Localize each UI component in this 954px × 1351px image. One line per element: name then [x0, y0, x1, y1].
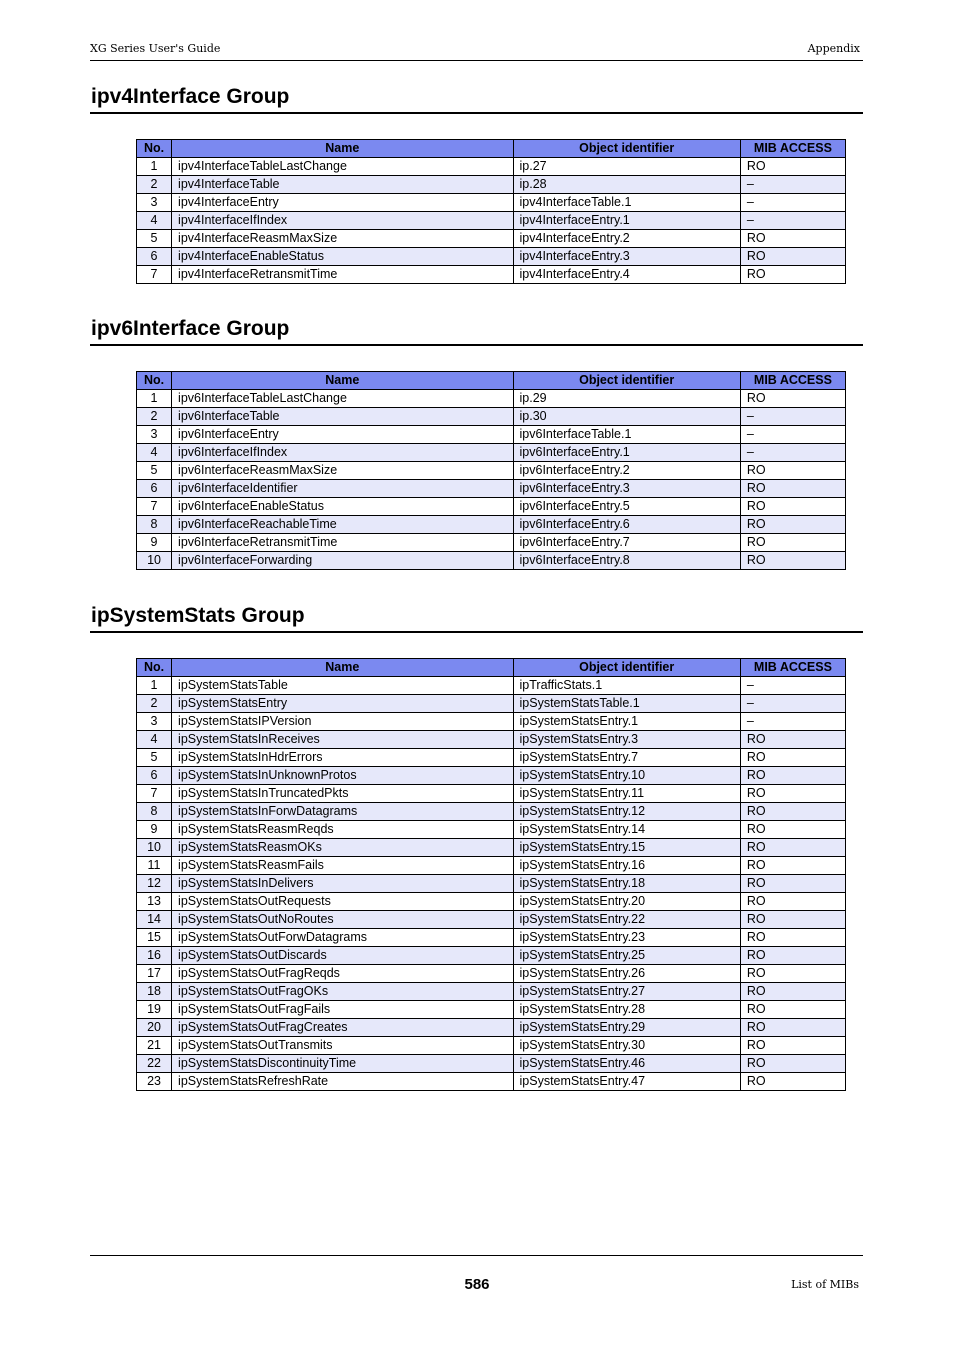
table-row	[137, 1073, 846, 1091]
col-header-oid: Object identifier	[513, 372, 740, 390]
cell-no: 8	[137, 516, 172, 534]
cell-no: 5	[137, 749, 172, 767]
cell-name: ipv6InterfaceEntry	[172, 426, 513, 444]
section-title: ipv4Interface Group	[90, 82, 863, 114]
cell-no: 6	[137, 767, 172, 785]
cell-no: 10	[137, 552, 172, 570]
cell-oid: ipv4InterfaceEntry.4	[513, 266, 740, 284]
cell-access: RO	[740, 534, 845, 552]
cell-name: ipv6InterfaceIdentifier	[172, 480, 513, 498]
cell-oid: ipSystemStatsEntry.25	[513, 947, 740, 965]
table-row	[137, 212, 846, 230]
col-header-no: No.	[137, 659, 172, 677]
cell-no: 6	[137, 248, 172, 266]
section-ipv4interface	[90, 82, 863, 281]
cell-access: RO	[740, 821, 845, 839]
table-header-row	[137, 140, 846, 158]
table-row	[137, 194, 846, 212]
cell-no: 3	[137, 426, 172, 444]
cell-access: RO	[740, 911, 845, 929]
cell-no: 15	[137, 929, 172, 947]
cell-oid: ipSystemStatsEntry.29	[513, 1019, 740, 1037]
cell-no: 2	[137, 695, 172, 713]
cell-access: RO	[740, 785, 845, 803]
cell-access: RO	[740, 462, 845, 480]
cell-no: 11	[137, 857, 172, 875]
table-row	[137, 444, 846, 462]
cell-access: RO	[740, 1037, 845, 1055]
cell-no: 16	[137, 947, 172, 965]
cell-oid: ipv6InterfaceEntry.3	[513, 480, 740, 498]
cell-oid: ip.27	[513, 158, 740, 176]
section-title: ipSystemStats Group	[90, 601, 863, 633]
cell-no: 1	[137, 158, 172, 176]
cell-oid: ipSystemStatsEntry.28	[513, 1001, 740, 1019]
section-title: ipv6Interface Group	[90, 314, 863, 346]
col-header-no: No.	[137, 140, 172, 158]
cell-access: RO	[740, 390, 845, 408]
cell-no: 7	[137, 498, 172, 516]
cell-oid: ipSystemStatsEntry.15	[513, 839, 740, 857]
cell-name: ipSystemStatsOutTransmits	[172, 1037, 513, 1055]
cell-no: 13	[137, 893, 172, 911]
cell-oid: ipSystemStatsEntry.16	[513, 857, 740, 875]
table-row	[137, 749, 846, 767]
cell-access: –	[740, 695, 845, 713]
table-header-row	[137, 659, 846, 677]
cell-no: 3	[137, 713, 172, 731]
col-header-name: Name	[172, 659, 513, 677]
header-guide-title: XG Series User's Guide	[90, 42, 221, 55]
cell-oid: ipSystemStatsEntry.20	[513, 893, 740, 911]
cell-access: RO	[740, 158, 845, 176]
cell-access: RO	[740, 266, 845, 284]
cell-no: 2	[137, 176, 172, 194]
cell-oid: ipv4InterfaceEntry.2	[513, 230, 740, 248]
table-row	[137, 248, 846, 266]
cell-no: 5	[137, 462, 172, 480]
cell-access: RO	[740, 1055, 845, 1073]
table-row	[137, 857, 846, 875]
cell-access: RO	[740, 516, 845, 534]
cell-no: 19	[137, 1001, 172, 1019]
table-row	[137, 1055, 846, 1073]
cell-oid: ipv6InterfaceEntry.1	[513, 444, 740, 462]
table-row	[137, 1019, 846, 1037]
cell-access: RO	[740, 929, 845, 947]
cell-name: ipSystemStatsReasmFails	[172, 857, 513, 875]
cell-access: RO	[740, 230, 845, 248]
table-row	[137, 947, 846, 965]
cell-name: ipSystemStatsOutDiscards	[172, 947, 513, 965]
cell-name: ipSystemStatsOutFragCreates	[172, 1019, 513, 1037]
table-row	[137, 534, 846, 552]
table-row	[137, 480, 846, 498]
cell-name: ipv4InterfaceTableLastChange	[172, 158, 513, 176]
cell-oid: ipv6InterfaceEntry.2	[513, 462, 740, 480]
cell-oid: ipv4InterfaceEntry.1	[513, 212, 740, 230]
cell-access: –	[740, 677, 845, 695]
table-row	[137, 821, 846, 839]
cell-access: RO	[740, 875, 845, 893]
cell-name: ipSystemStatsInDelivers	[172, 875, 513, 893]
section-ipv6interface	[90, 314, 863, 567]
table-row	[137, 176, 846, 194]
cell-access: RO	[740, 480, 845, 498]
cell-no: 4	[137, 731, 172, 749]
col-header-oid: Object identifier	[513, 659, 740, 677]
cell-no: 23	[137, 1073, 172, 1091]
footer-section: List of MIBs	[791, 1278, 859, 1291]
section-ipsystemstats	[90, 601, 863, 1088]
cell-access: –	[740, 212, 845, 230]
cell-oid: ipSystemStatsEntry.30	[513, 1037, 740, 1055]
table-row	[137, 713, 846, 731]
cell-no: 17	[137, 965, 172, 983]
cell-name: ipv6InterfaceIfIndex	[172, 444, 513, 462]
table-row	[137, 911, 846, 929]
table-row	[137, 893, 846, 911]
cell-name: ipSystemStatsOutFragOKs	[172, 983, 513, 1001]
cell-oid: ipSystemStatsEntry.11	[513, 785, 740, 803]
table-row	[137, 230, 846, 248]
table-row	[137, 875, 846, 893]
cell-access: RO	[740, 248, 845, 266]
cell-name: ipSystemStatsOutNoRoutes	[172, 911, 513, 929]
cell-oid: ipv6InterfaceEntry.7	[513, 534, 740, 552]
page-header	[90, 41, 863, 61]
footer-rule	[90, 1255, 863, 1256]
cell-oid: ipv4InterfaceTable.1	[513, 194, 740, 212]
cell-oid: ipSystemStatsEntry.47	[513, 1073, 740, 1091]
cell-oid: ipSystemStatsEntry.3	[513, 731, 740, 749]
cell-name: ipv4InterfaceEntry	[172, 194, 513, 212]
cell-no: 4	[137, 444, 172, 462]
cell-access: RO	[740, 1073, 845, 1091]
cell-name: ipSystemStatsRefreshRate	[172, 1073, 513, 1091]
cell-access: RO	[740, 947, 845, 965]
col-header-no: No.	[137, 372, 172, 390]
col-header-access: MIB ACCESS	[740, 372, 845, 390]
cell-name: ipSystemStatsEntry	[172, 695, 513, 713]
table-row	[137, 1001, 846, 1019]
cell-access: –	[740, 444, 845, 462]
cell-access: –	[740, 194, 845, 212]
cell-no: 6	[137, 480, 172, 498]
cell-name: ipSystemStatsOutFragReqds	[172, 965, 513, 983]
page-number: 586	[464, 1276, 490, 1293]
table-row	[137, 677, 846, 695]
cell-name: ipv6InterfaceRetransmitTime	[172, 534, 513, 552]
cell-access: RO	[740, 893, 845, 911]
cell-no: 9	[137, 534, 172, 552]
cell-oid: ipSystemStatsEntry.22	[513, 911, 740, 929]
cell-no: 8	[137, 803, 172, 821]
cell-access: RO	[740, 857, 845, 875]
cell-access: –	[740, 408, 845, 426]
cell-oid: ipSystemStatsEntry.23	[513, 929, 740, 947]
cell-access: RO	[740, 1019, 845, 1037]
cell-name: ipSystemStatsReasmOKs	[172, 839, 513, 857]
cell-no: 3	[137, 194, 172, 212]
cell-no: 2	[137, 408, 172, 426]
table-row	[137, 929, 846, 947]
cell-name: ipSystemStatsInReceives	[172, 731, 513, 749]
cell-name: ipv4InterfaceReasmMaxSize	[172, 230, 513, 248]
cell-name: ipSystemStatsDiscontinuityTime	[172, 1055, 513, 1073]
cell-access: RO	[740, 803, 845, 821]
cell-access: RO	[740, 839, 845, 857]
cell-no: 21	[137, 1037, 172, 1055]
cell-name: ipv6InterfaceTableLastChange	[172, 390, 513, 408]
cell-no: 7	[137, 266, 172, 284]
cell-name: ipv6InterfaceForwarding	[172, 552, 513, 570]
cell-no: 12	[137, 875, 172, 893]
cell-oid: ipSystemStatsEntry.12	[513, 803, 740, 821]
cell-oid: ipSystemStatsEntry.27	[513, 983, 740, 1001]
cell-oid: ipv6InterfaceTable.1	[513, 426, 740, 444]
table-row	[137, 158, 846, 176]
table-row	[137, 803, 846, 821]
cell-oid: ipSystemStatsEntry.46	[513, 1055, 740, 1073]
cell-oid: ipv6InterfaceEntry.8	[513, 552, 740, 570]
cell-name: ipSystemStatsInForwDatagrams	[172, 803, 513, 821]
table-row	[137, 839, 846, 857]
table-header-row	[137, 372, 846, 390]
cell-oid: ipSystemStatsEntry.18	[513, 875, 740, 893]
cell-name: ipv4InterfaceEnableStatus	[172, 248, 513, 266]
cell-oid: ip.28	[513, 176, 740, 194]
cell-name: ipSystemStatsOutFragFails	[172, 1001, 513, 1019]
cell-name: ipSystemStatsInHdrErrors	[172, 749, 513, 767]
cell-name: ipSystemStatsReasmReqds	[172, 821, 513, 839]
cell-no: 1	[137, 390, 172, 408]
cell-access: RO	[740, 767, 845, 785]
cell-no: 7	[137, 785, 172, 803]
table-row	[137, 498, 846, 516]
cell-oid: ipSystemStatsEntry.26	[513, 965, 740, 983]
header-section: Appendix	[807, 42, 860, 55]
cell-access: –	[740, 713, 845, 731]
cell-no: 9	[137, 821, 172, 839]
cell-no: 4	[137, 212, 172, 230]
table-row	[137, 965, 846, 983]
table-row	[137, 767, 846, 785]
cell-name: ipv4InterfaceIfIndex	[172, 212, 513, 230]
col-header-name: Name	[172, 372, 513, 390]
cell-oid: ipSystemStatsTable.1	[513, 695, 740, 713]
cell-name: ipv6InterfaceEnableStatus	[172, 498, 513, 516]
table-row	[137, 266, 846, 284]
cell-name: ipSystemStatsOutForwDatagrams	[172, 929, 513, 947]
cell-name: ipv6InterfaceTable	[172, 408, 513, 426]
cell-no: 10	[137, 839, 172, 857]
table-row	[137, 426, 846, 444]
col-header-access: MIB ACCESS	[740, 659, 845, 677]
table-row	[137, 552, 846, 570]
cell-oid: ipv6InterfaceEntry.5	[513, 498, 740, 516]
cell-oid: ipTrafficStats.1	[513, 677, 740, 695]
cell-oid: ipSystemStatsEntry.1	[513, 713, 740, 731]
cell-name: ipSystemStatsInUnknownProtos	[172, 767, 513, 785]
table-row	[137, 390, 846, 408]
table-row	[137, 408, 846, 426]
table-row	[137, 695, 846, 713]
cell-no: 22	[137, 1055, 172, 1073]
cell-name: ipv4InterfaceTable	[172, 176, 513, 194]
mib-table	[136, 658, 846, 1091]
table-row	[137, 1037, 846, 1055]
cell-no: 1	[137, 677, 172, 695]
cell-no: 20	[137, 1019, 172, 1037]
cell-name: ipv4InterfaceRetransmitTime	[172, 266, 513, 284]
cell-no: 18	[137, 983, 172, 1001]
table-row	[137, 462, 846, 480]
cell-access: RO	[740, 983, 845, 1001]
col-header-access: MIB ACCESS	[740, 140, 845, 158]
cell-oid: ipSystemStatsEntry.7	[513, 749, 740, 767]
cell-name: ipv6InterfaceReasmMaxSize	[172, 462, 513, 480]
cell-oid: ipv4InterfaceEntry.3	[513, 248, 740, 266]
mib-table	[136, 139, 846, 284]
cell-oid: ipv6InterfaceEntry.6	[513, 516, 740, 534]
cell-access: RO	[740, 731, 845, 749]
cell-no: 5	[137, 230, 172, 248]
cell-oid: ipSystemStatsEntry.14	[513, 821, 740, 839]
cell-access: RO	[740, 552, 845, 570]
cell-name: ipSystemStatsIPVersion	[172, 713, 513, 731]
table-row	[137, 983, 846, 1001]
col-header-name: Name	[172, 140, 513, 158]
cell-access: RO	[740, 965, 845, 983]
cell-oid: ipSystemStatsEntry.10	[513, 767, 740, 785]
cell-access: RO	[740, 749, 845, 767]
cell-name: ipSystemStatsTable	[172, 677, 513, 695]
cell-access: –	[740, 176, 845, 194]
cell-access: RO	[740, 1001, 845, 1019]
cell-name: ipSystemStatsInTruncatedPkts	[172, 785, 513, 803]
table-row	[137, 731, 846, 749]
mib-table	[136, 371, 846, 570]
cell-name: ipv6InterfaceReachableTime	[172, 516, 513, 534]
cell-access: RO	[740, 498, 845, 516]
col-header-oid: Object identifier	[513, 140, 740, 158]
cell-oid: ip.30	[513, 408, 740, 426]
cell-name: ipSystemStatsOutRequests	[172, 893, 513, 911]
cell-access: –	[740, 426, 845, 444]
table-row	[137, 785, 846, 803]
cell-no: 14	[137, 911, 172, 929]
cell-oid: ip.29	[513, 390, 740, 408]
table-row	[137, 516, 846, 534]
